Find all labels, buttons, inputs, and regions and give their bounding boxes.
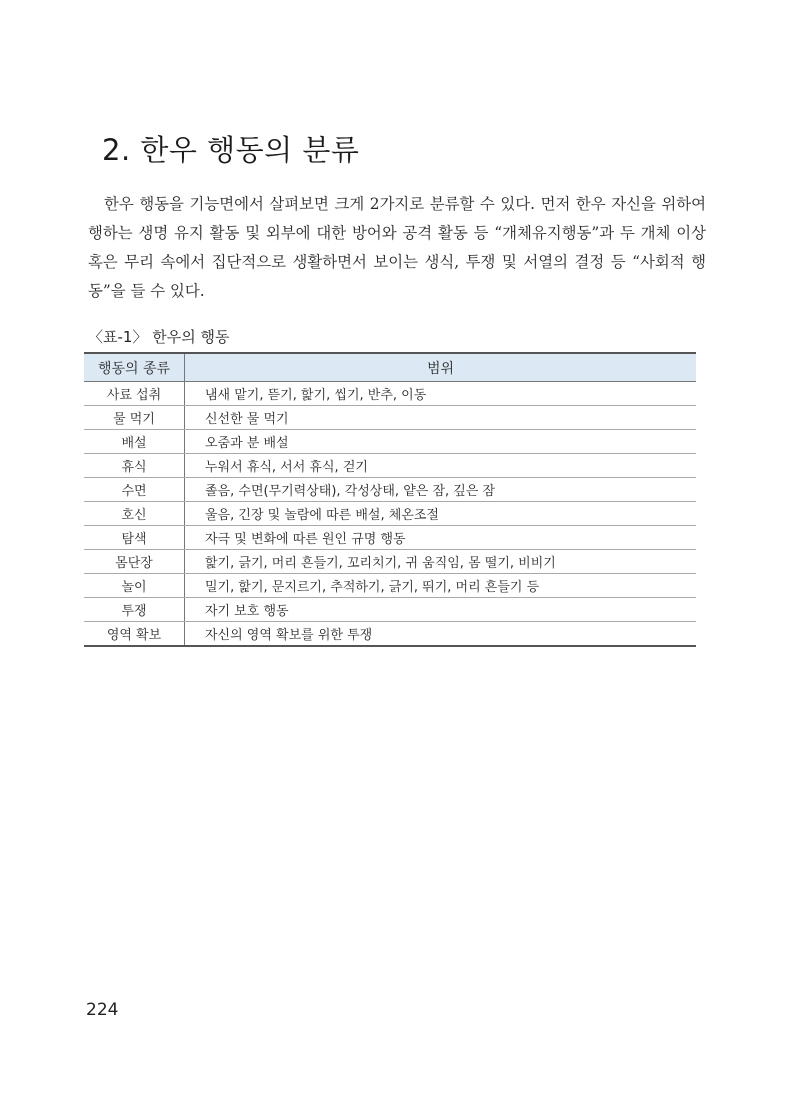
table-row xyxy=(84,526,696,550)
behavior-table xyxy=(84,352,696,647)
behavior-type-cell: 물 먹기 xyxy=(84,406,185,430)
header-range: 범위 xyxy=(185,353,697,382)
behavior-range-cell: 오줌과 분 배설 xyxy=(185,430,697,454)
table-row xyxy=(84,598,696,622)
table-caption: 〈표-1〉 한우의 행동 xyxy=(88,328,230,346)
behavior-type-cell: 호신 xyxy=(84,502,185,526)
behavior-range-cell: 졸음, 수면(무기력상태), 각성상태, 얕은 잠, 깊은 잠 xyxy=(185,478,697,502)
table-row xyxy=(84,430,696,454)
behavior-range-cell: 냄새 맡기, 뜯기, 핥기, 씹기, 반추, 이동 xyxy=(185,382,697,406)
behavior-range-cell: 신선한 물 먹기 xyxy=(185,406,697,430)
behavior-type-cell: 수면 xyxy=(84,478,185,502)
behavior-type-cell: 배설 xyxy=(84,430,185,454)
table-row xyxy=(84,478,696,502)
behavior-type-cell: 휴식 xyxy=(84,454,185,478)
table-row xyxy=(84,454,696,478)
table-row xyxy=(84,622,696,647)
behavior-range-cell: 핥기, 긁기, 머리 흔들기, 꼬리치기, 귀 움직임, 몸 떨기, 비비기 xyxy=(185,550,697,574)
behavior-range-cell: 밀기, 핥기, 문지르기, 추적하기, 긁기, 뛰기, 머리 흔들기 등 xyxy=(185,574,697,598)
body-paragraph: 한우 행동을 기능면에서 살펴보면 크게 2가지로 분류할 수 있다. 먼저 한우 자신을 위하여 행하는 생명 유지 활동 및 외부에 대한 방어와 공격 활동 등 “개체유지행동”과 두 개체 이상 혹은 무리 속에서 집단적으로 생활하면서 보이는 생식, 투쟁 및 서열의 결정 등 “사회적 행동”을 들 수 있다. xyxy=(88,195,706,300)
header-behavior-type: 행동의 종류 xyxy=(84,353,185,382)
behavior-range-cell: 누워서 휴식, 서서 휴식, 걷기 xyxy=(185,454,697,478)
behavior-type-cell: 투쟁 xyxy=(84,598,185,622)
behavior-range-cell: 자기 보호 행동 xyxy=(185,598,697,622)
behavior-range-cell: 자극 및 변화에 따른 원인 규명 행동 xyxy=(185,526,697,550)
table-row xyxy=(84,550,696,574)
table-row xyxy=(84,502,696,526)
table-row xyxy=(84,382,696,406)
behavior-type-cell: 탐색 xyxy=(84,526,185,550)
behavior-range-cell: 울음, 긴장 및 놀람에 따른 배설, 체온조절 xyxy=(185,502,697,526)
behavior-type-cell: 놀이 xyxy=(84,574,185,598)
behavior-range-cell: 자신의 영역 확보를 위한 투쟁 xyxy=(185,622,697,647)
table-row xyxy=(84,574,696,598)
behavior-type-cell: 몸단장 xyxy=(84,550,185,574)
table-row xyxy=(84,406,696,430)
page-number: 224 xyxy=(86,1000,119,1020)
section-title: 2. 한우 행동의 분류 xyxy=(102,133,360,167)
behavior-type-cell: 사료 섭취 xyxy=(84,382,185,406)
table-header-row xyxy=(84,353,696,382)
behavior-type-cell: 영역 확보 xyxy=(84,622,185,647)
